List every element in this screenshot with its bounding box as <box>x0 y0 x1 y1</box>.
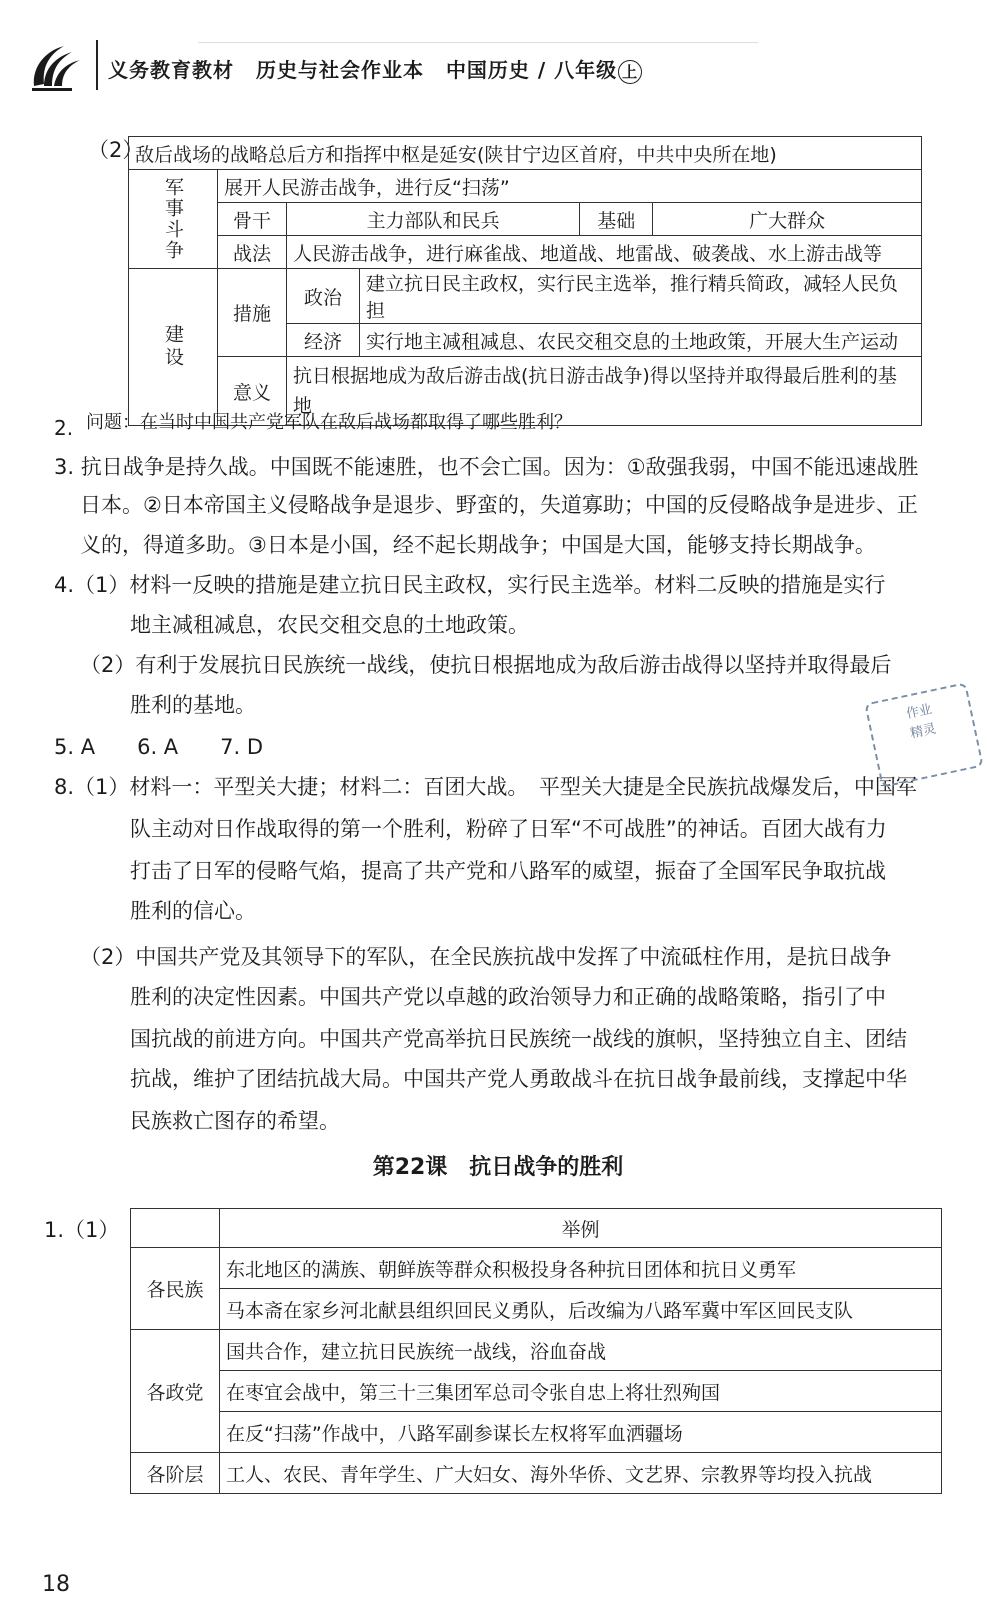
politics-value: 建立抗日民主政权，实行民主选举，推行精兵简政，减轻人民负担 <box>360 269 922 324</box>
base-value: 广大群众 <box>653 203 922 236</box>
military-label: 军事斗争 <box>129 170 218 269</box>
page-header <box>18 32 978 102</box>
q4-line-1: 4.（1）材料一反映的措施是建立抗日民主政权，实行民主选举。材料二反映的措施是实行 <box>54 573 886 597</box>
page-number: 18 <box>42 1572 70 1597</box>
q8-line-6: 胜利的决定性因素。中国共产党以卓越的政治领导力和正确的战略策略，指引了中 <box>130 985 886 1009</box>
class-label: 各阶层 <box>131 1453 220 1494</box>
table-resistance-forces <box>130 1208 942 1494</box>
q4-line-2: 地主减租减息，农民交租交息的土地政策。 <box>130 613 529 637</box>
tactics-label: 战法 <box>218 236 287 269</box>
ethnic-row-2: 马本斋在家乡河北献县组织回民义勇队，后改编为八路军冀中军区回民支队 <box>220 1289 942 1330</box>
q8-line-7: 国抗战的前进方向。中国共产党高举抗日民族统一战线的旗帜，坚持独立自主、团结 <box>130 1027 907 1051</box>
meaning-value: 抗日根据地成为敌后游击战(抗日游击战争)得以坚持并取得最后胜利的基地 <box>287 357 922 426</box>
q4-line-3: （2）有利于发展抗日民族统一战线，使抗日根据地成为敌后游击战得以坚持并取得最后 <box>80 653 892 677</box>
meaning-label: 意义 <box>218 357 287 426</box>
q8-line-9: 民族救亡图存的希望。 <box>130 1109 340 1133</box>
q3-line-3: 义的，得道多助。③日本是小国，经不起长期战争；中国是大国，能够支持长期战争。 <box>80 533 876 557</box>
politics-label: 政治 <box>287 269 360 324</box>
ethnic-label: 各民族 <box>131 1248 220 1330</box>
party-label: 各政党 <box>131 1330 220 1453</box>
book-name: 历史与社会作业本 <box>255 58 424 82</box>
section-title: 第22课 抗日战争的胜利 <box>372 1155 624 1180</box>
q5-7-answers: 5. A 6. A 7. D <box>54 735 264 759</box>
build-label: 建设 <box>129 269 218 426</box>
table1-row-center: 敌后战场的战略总后方和指挥中枢是延安(陕甘宁边区首府，中共中央所在地) <box>129 137 922 170</box>
q8-line-8: 抗战，维护了团结抗战大局。中国共产党人勇敢战斗在抗日战争最前线，支撑起中华 <box>130 1067 907 1091</box>
publisher-logo-icon <box>24 40 84 96</box>
q3-line-1: 3. 抗日战争是持久战。中国既不能速胜，也不会亡国。因为：①敌强我弱，中国不能迅速战胜 <box>54 455 919 479</box>
backbone-value: 主力部队和民兵 <box>287 203 580 236</box>
base-label: 基础 <box>580 203 653 236</box>
stamp-line-2: 精灵 <box>908 721 938 742</box>
q8-line-4: 胜利的信心。 <box>130 899 256 923</box>
tactics-value: 人民游击战争，进行麻雀战、地道战、地雷战、破袭战、水上游击战等 <box>287 236 922 269</box>
ethnic-row-1: 东北地区的满族、朝鲜族等群众积极投身各种抗日团体和抗日义勇军 <box>220 1248 942 1289</box>
economy-value: 实行地主减租减息、农民交租交息的土地政策，开展大生产运动 <box>360 324 922 357</box>
header-divider <box>96 40 98 90</box>
measures-label: 措施 <box>218 269 287 357</box>
party-row-1: 国共合作，建立抗日民族统一战线，浴血奋战 <box>220 1330 942 1371</box>
q3-line-2: 日本。②日本帝国主义侵略战争是退步、野蛮的，失道寡助；中国的反侵略战争是进步、正 <box>80 493 918 517</box>
table-base-area <box>128 136 922 426</box>
economy-label: 经济 <box>287 324 360 357</box>
class-value: 工人、农民、青年学生、广大妇女、海外华侨、文艺界、宗教界等均投入抗战 <box>220 1453 942 1494</box>
header-top-rule <box>198 42 758 43</box>
q4-line-4: 胜利的基地。 <box>130 693 256 717</box>
book-subject: 中国历史 / 八年级 <box>445 58 618 82</box>
table2-label: 1.（1） <box>44 1218 120 1242</box>
book-title <box>108 54 656 84</box>
q2-number: 2. <box>54 416 74 440</box>
table1-label: （2） <box>88 138 144 162</box>
stamp-seal <box>864 682 984 788</box>
party-row-2: 在枣宜会战中，第三十三集团军总司令张自忠上将壮烈殉国 <box>220 1371 942 1412</box>
backbone-label: 骨干 <box>218 203 287 236</box>
table2-corner <box>131 1209 220 1248</box>
stamp-line-1: 作业 <box>904 701 934 723</box>
q8-line-1: 8.（1）材料一：平型关大捷；材料二：百团大战。 平型关大捷是全民族抗战爆发后，中国军 <box>54 775 917 799</box>
book-series: 义务教育教材 <box>108 58 234 82</box>
table2-header: 举例 <box>220 1209 942 1248</box>
party-row-3: 在反“扫荡”作战中，八路军副参谋长左权将军血洒疆场 <box>220 1412 942 1453</box>
q2-text: 问题：在当时中国共产党军队在敌后战场都取得了哪些胜利？ <box>86 412 572 433</box>
grade-circle: 上 <box>618 60 642 84</box>
q8-line-5: （2）中国共产党及其领导下的军队，在全民族抗战中发挥了中流砥柱作用，是抗日战争 <box>80 945 892 969</box>
military-main: 展开人民游击战争，进行反“扫荡” <box>218 170 922 203</box>
q8-line-3: 打击了日军的侵略气焰，提高了共产党和八路军的威望，振奋了全国军民争取抗战 <box>130 859 886 883</box>
q8-line-2: 队主动对日作战取得的第一个胜利，粉碎了日军“不可战胜”的神话。百团大战有力 <box>130 817 887 841</box>
